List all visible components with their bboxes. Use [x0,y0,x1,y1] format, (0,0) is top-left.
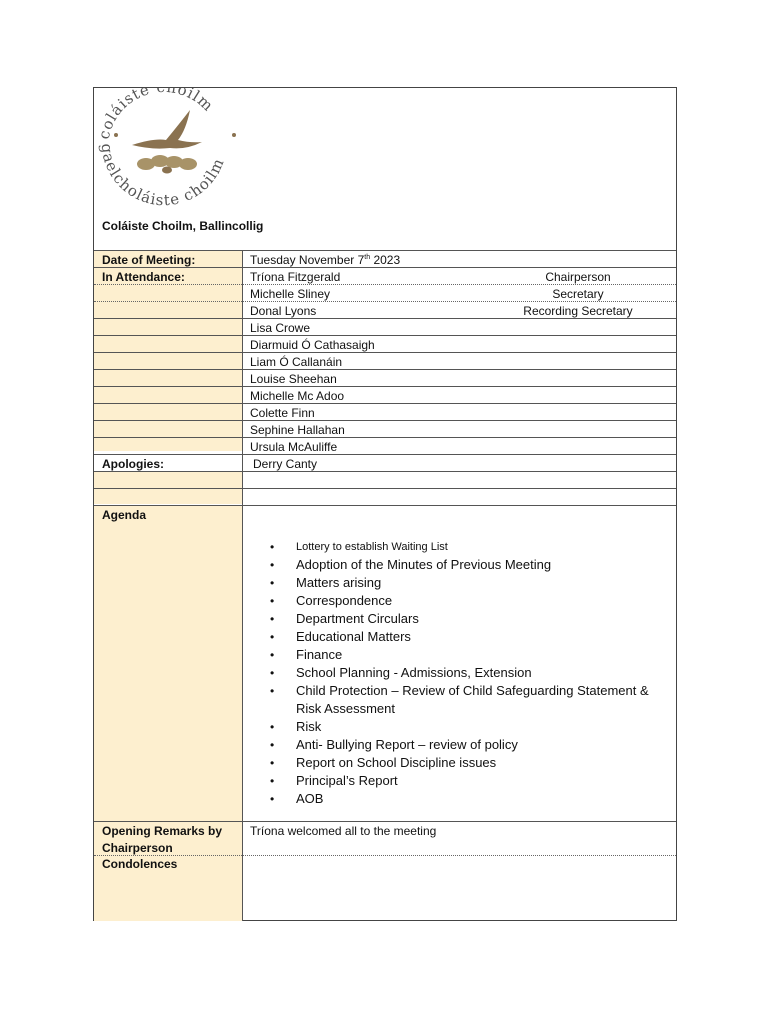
apologies-label: Apologies: [102,457,164,471]
row-line [94,335,676,336]
agenda-item: • Correspondence [270,593,393,608]
bullet-icon: • [270,630,275,644]
agenda-item: • School Planning - Admissions, Extension [270,665,532,680]
date-value: Tuesday November 7th 2023 [250,253,401,267]
row-line [94,284,676,285]
bullet-icon: • [270,594,275,608]
attendee-name: Michelle Mc Adoo [250,389,345,403]
agenda-item: • Adoption of the Minutes of Previous Meeting [270,557,552,572]
row-line [94,471,676,472]
row-line [94,420,676,421]
attendee-role: Secretary [552,287,604,301]
agenda-list [270,538,670,808]
agenda-item: • Lottery to establish Waiting List [270,540,448,554]
label-column-agenda [94,506,242,821]
attendee-name: Michelle Sliney [250,287,331,301]
row-line [94,352,676,353]
attendee-role: Chairperson [545,270,611,284]
agenda-item: • Report on School Discipline issues [270,755,497,770]
row-line [94,488,676,489]
school-name: Coláiste Choilm, Ballincollig [102,219,264,233]
attendee-name: Sephine Hallahan [250,423,345,437]
bullet-icon: • [270,666,275,680]
minutes-document [93,87,677,921]
agenda-item: • Principal’s Report [270,773,398,788]
label-column-empty-2 [94,489,242,504]
agenda-item: • Anti- Bullying Report – review of policy [270,737,518,752]
row-line [94,386,676,387]
bullet-icon: • [270,774,275,788]
attendee-name: Donal Lyons [250,304,317,318]
attendee-name: Lisa Crowe [250,321,311,335]
bullet-icon: • [270,576,275,590]
row-line [94,318,676,319]
row-line [94,505,676,506]
date-label: Date of Meeting: [102,253,196,267]
agenda-item: • AOB [270,791,324,806]
attendee-name: Liam Ó Callanáin [250,355,343,369]
agenda-item: • Educational Matters [270,629,411,644]
agenda-item: • Finance [270,647,343,662]
row-line [94,437,676,438]
row-line [94,855,676,856]
row-line [94,250,676,251]
school-crest-icon [94,88,242,213]
svg-text:gaelcholáiste choilm: gaelcholáiste choilm [97,142,228,210]
bullet-icon: • [270,738,275,752]
bullet-icon: • [270,648,275,662]
attendee-role: Recording Secretary [523,304,633,318]
opening-value: Tríona welcomed all to the meeting [250,824,437,838]
row-line [94,267,676,268]
agenda-item: • Child Protection – Review of Child Safeguarding Statement & Risk Assessment [270,683,649,716]
attendee-name: Diarmuid Ó Cathasaigh [250,338,375,352]
bullet-icon: • [270,792,275,806]
row-line [94,403,676,404]
bullet-icon: • [270,558,275,572]
attendance-label: In Attendance: [102,270,185,284]
bullet-icon: • [270,756,275,770]
bullet-icon: • [270,684,275,698]
row-line [94,369,676,370]
label-column-empty-1 [94,472,242,488]
row-line [94,301,676,302]
agenda-label: Agenda [102,508,147,522]
opening-label-line1: Opening Remarks by [102,824,223,838]
svg-text:coláiste choilm: coláiste oilm [94,88,218,141]
attendee-name: Louise Sheehan [250,372,337,386]
opening-label-line2: Chairperson [102,841,173,855]
attendee-name: Tríona Fitzgerald [250,270,341,284]
bullet-icon: • [270,720,275,734]
bullet-icon: • [270,540,275,554]
apologies-value: Derry Canty [253,457,318,471]
agenda-item: • Department Circulars [270,611,419,626]
attendee-name: Ursula McAuliffe [250,440,338,454]
row-line [94,821,676,822]
bullet-icon: • [270,612,275,626]
row-line [94,454,676,455]
agenda-item: • Risk [270,719,322,734]
attendee-name: Colette Finn [250,406,315,420]
agenda-item: • Matters arising [270,575,382,590]
condolences-label: Condolences [102,857,178,871]
